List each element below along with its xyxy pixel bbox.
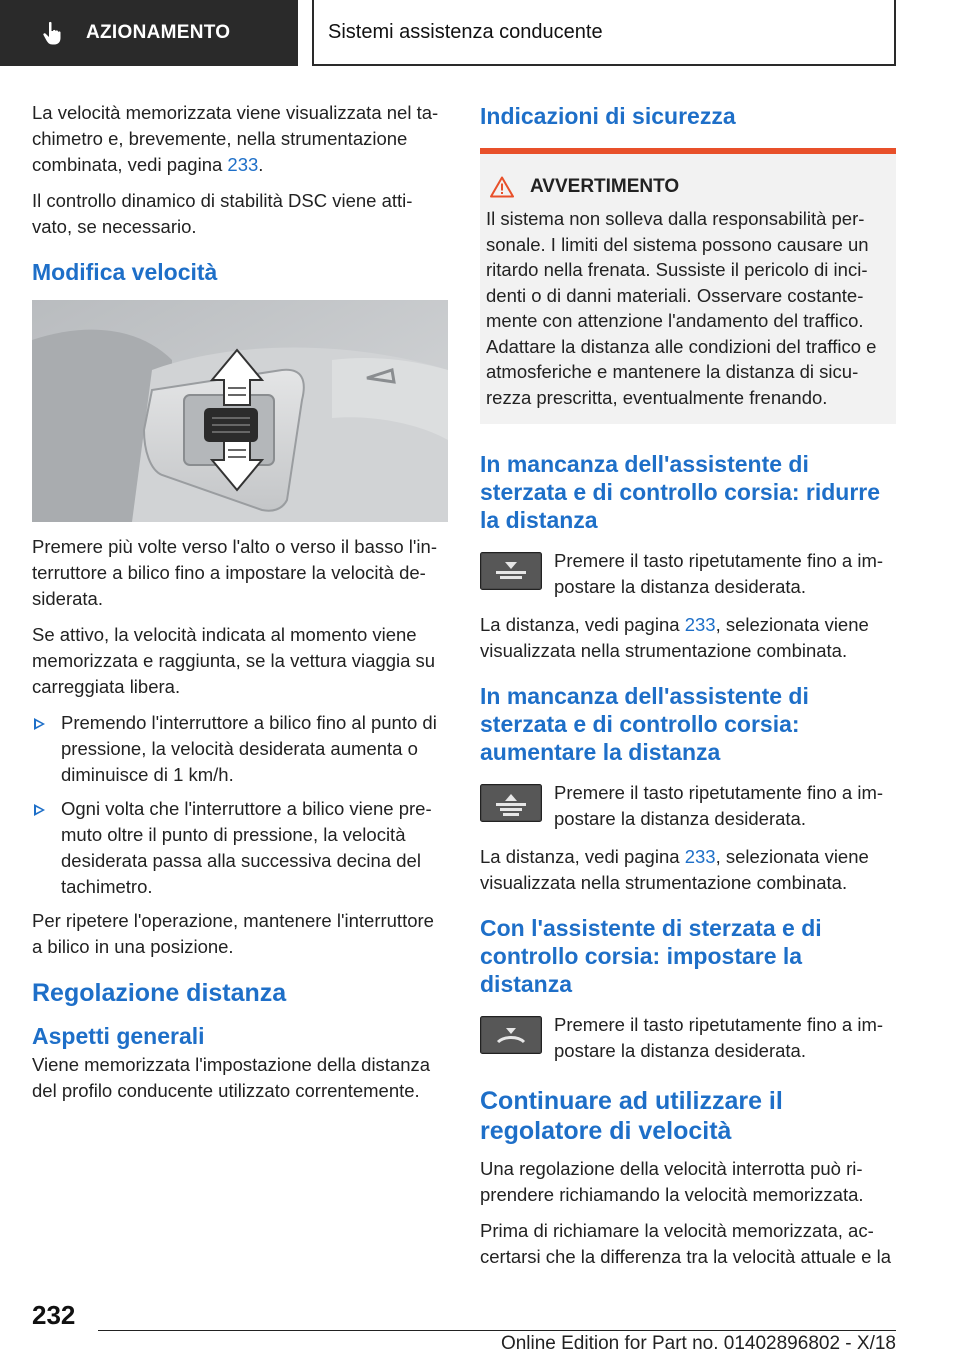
paragraph: Il controllo dinamico di stabilità DSC viene atti-vato, se necessario. (32, 190, 413, 237)
paragraph (480, 844, 896, 896)
text: La velocità memorizzata viene visualizzata nel ta-chimetro e, brevemente, nella strumentazione combinata, vedi pagina (32, 102, 439, 175)
text: La distanza, vedi pagina (480, 846, 685, 867)
list-item (32, 710, 448, 788)
triangle-bullet-icon (34, 804, 45, 816)
distance-set-key-icon (480, 1016, 542, 1054)
chapter-title: Sistemi assistenza conducente (328, 20, 603, 43)
warning-triangle-icon (490, 176, 514, 198)
heading-modifica-velocita: Modifica velocità (32, 259, 218, 285)
chapter-header (312, 0, 896, 66)
edition-note: Online Edition for Part no. 01402896802 - X/18 (500, 1333, 896, 1354)
warning-box (480, 148, 896, 424)
paragraph: Per ripetere l'operazione, mantenere l'interruttore a bilico in una posizione. (32, 910, 434, 957)
left-column (32, 100, 448, 1114)
section-title: AZIONAMENTO (86, 22, 231, 43)
heading-ridurre-distanza: In mancanza dell'assistente di sterzata e di controllo corsia: ridurre la distanza (480, 451, 881, 533)
heading-regolazione-distanza: Regolazione distanza (32, 979, 287, 1007)
page-link[interactable]: 233 (684, 614, 716, 635)
warning-title (490, 174, 888, 200)
warning-text: Il sistema non solleva dalla responsabilità per-sonale. I limiti del sistema possono causare un ritardo nella frenata. Sussiste il pericolo di inci-denti o di danni materiali. Osservare costante-mente con attenzione l'andamento del traffico. Adattare la distanza alle condizioni del traffico e atmosferiche e mantenere la distanza di sicu-rezza prescritta, eventualmente frenando. (486, 208, 877, 408)
key-instruction-row (480, 548, 896, 600)
list-item-text: Premendo l'interruttore a bilico fino al punto di pressione, la velocità desiderata aumenta o diminuisce di 1 km/h. (61, 712, 437, 785)
warning-title-text: AVVERTIMENTO (530, 176, 680, 197)
heading-aspetti-generali: Aspetti generali (32, 1023, 205, 1049)
footer-divider (98, 1330, 896, 1331)
paragraph: Prima di richiamare la velocità memorizzata, ac-certarsi che la differenza tra la velocità attuale e la (480, 1220, 891, 1267)
key-instruction-text: Premere il tasto ripetutamente fino a im-postare la distanza desiderata. (554, 550, 884, 597)
page-link[interactable]: 233 (684, 846, 716, 867)
distance-increase-key-icon (480, 784, 542, 822)
paragraph (480, 612, 896, 664)
paragraph: Viene memorizzata l'impostazione della distanza del profilo conducente utilizzato correntemente. (32, 1054, 431, 1101)
text: , selezionata viene visualizzata nella strumentazione combinata. (480, 614, 869, 661)
paragraph: Una regolazione della velocità interrotta può ri-prendere richiamando la velocità memorizzata. (480, 1158, 864, 1205)
paragraph: Se attivo, la velocità indicata al momento viene memorizzata e raggiunta, se la vettura viaggia su carreggiata libera. (32, 624, 436, 697)
paragraph: Premere più volte verso l'alto o verso il basso l'in-terruttore a bilico fino a impostare la velocità de-siderata. (32, 536, 437, 609)
list-item (32, 796, 448, 900)
steering-wheel-rocker-switch-image (32, 300, 448, 522)
distance-decrease-key-icon (480, 552, 542, 590)
list-item-text: Ogni volta che l'interruttore a bilico viene pre-muto oltre il punto di pressione, la velocità desiderata passa alla successiva decina del tachimetro. (61, 798, 432, 897)
text: . (258, 154, 264, 175)
heading-continuare-regolatore: Continuare ad utilizzare il regolatore di velocità (480, 1087, 783, 1145)
heading-indicazioni-sicurezza: Indicazioni di sicurezza (480, 103, 736, 129)
key-instruction-row (480, 1012, 896, 1064)
triangle-bullet-icon (34, 718, 45, 730)
right-column (480, 100, 896, 1280)
text: La distanza, vedi pagina (480, 614, 685, 635)
heading-aumentare-distanza: In mancanza dell'assistente di sterzata e di controllo corsia: aumentare la distanza (480, 683, 809, 765)
key-instruction-text: Premere il tasto ripetutamente fino a im-postare la distanza desiderata. (554, 1014, 884, 1061)
page-number: 232 (32, 1300, 76, 1330)
paragraph (32, 100, 448, 178)
key-instruction-text: Premere il tasto ripetutamente fino a im-postare la distanza desiderata. (554, 782, 884, 829)
header-section-tab (0, 0, 298, 66)
page-link[interactable]: 233 (227, 154, 259, 175)
key-instruction-row (480, 780, 896, 832)
heading-impostare-distanza: Con l'assistente di sterzata e di controllo corsia: impostare la distanza (480, 915, 822, 997)
text: , selezionata viene visualizzata nella strumentazione combinata. (480, 846, 869, 893)
hand-touch-icon (40, 20, 66, 46)
